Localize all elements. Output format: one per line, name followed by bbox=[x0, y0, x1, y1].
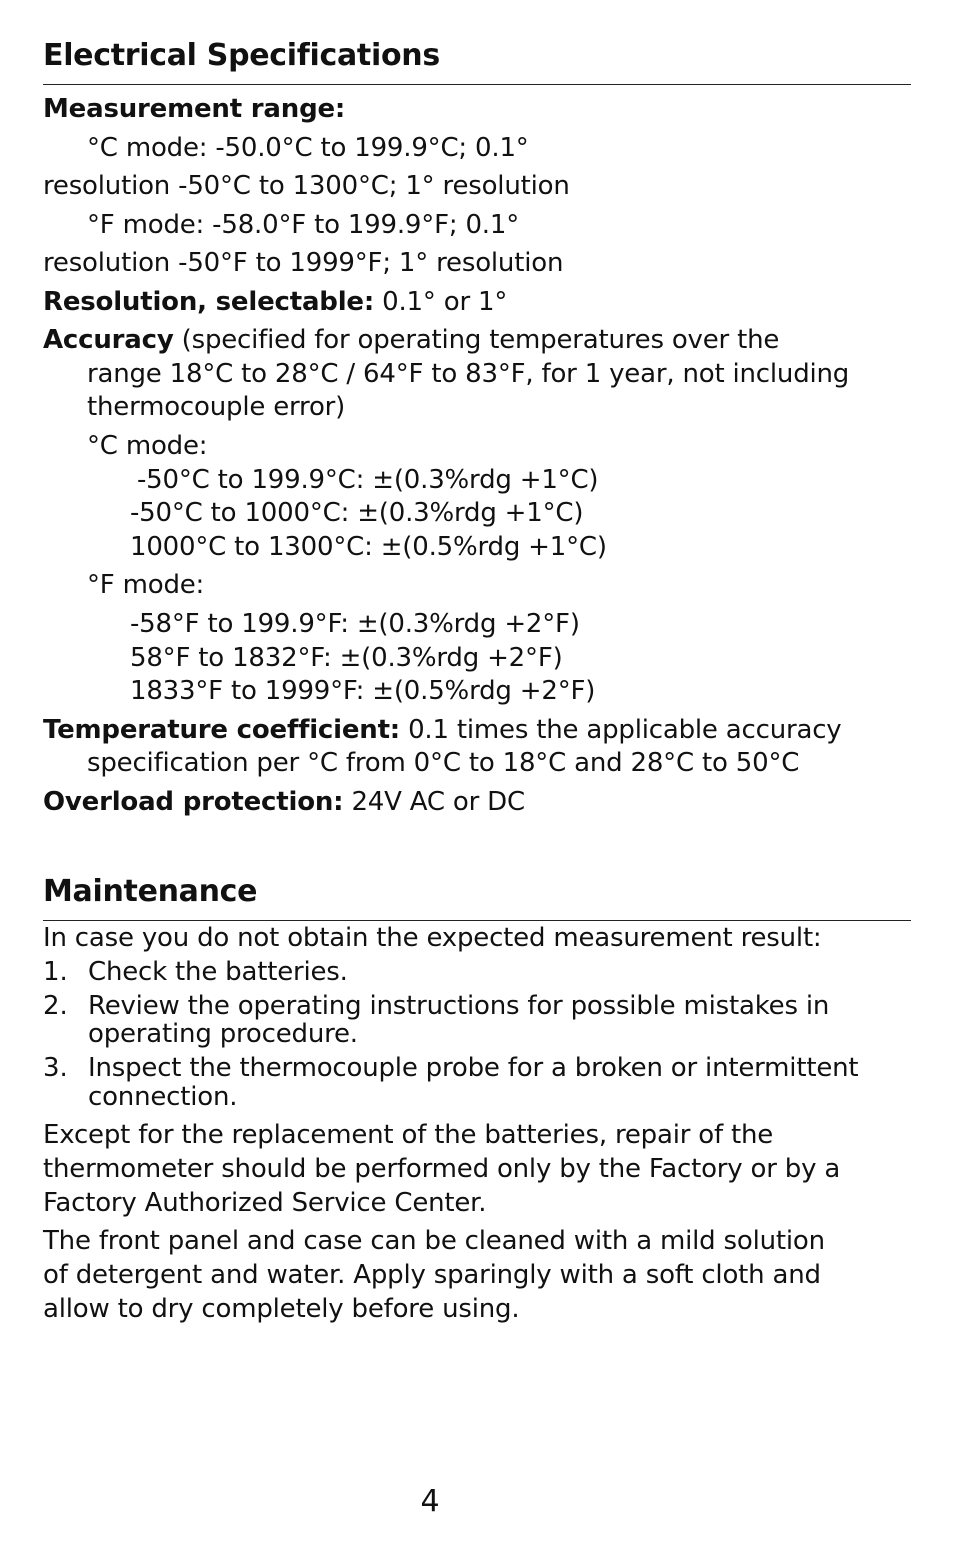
c-accuracy-range: -50°C to 1000°C: ±(0.3%rdg +1°C) bbox=[130, 498, 584, 528]
list-item: Check the batteries. bbox=[88, 957, 348, 987]
page-number: 4 bbox=[420, 1484, 440, 1519]
paragraph-line: allow to dry completely before using. bbox=[43, 1294, 520, 1324]
f-mode-resolution-line: resolution -50°F to 1999°F; 1° resolution bbox=[43, 248, 564, 278]
f-accuracy-range: 58°F to 1832°F: ±(0.3%rdg +2°F) bbox=[130, 643, 563, 673]
temp-coefficient-spec bbox=[43, 715, 842, 745]
list-item-number: 1. bbox=[43, 957, 68, 987]
list-item-continuation: operating procedure. bbox=[88, 1019, 358, 1049]
resolution-label: Resolution, selectable: bbox=[43, 287, 375, 317]
paragraph-line: thermometer should be performed only by the Factory or by a bbox=[43, 1154, 841, 1184]
f-mode-range-line: °F mode: -58.0°F to 199.9°F; 0.1° bbox=[87, 210, 519, 240]
paragraph-line: Factory Authorized Service Center. bbox=[43, 1188, 487, 1218]
section-heading-maintenance: Maintenance bbox=[43, 874, 258, 909]
temp-coefficient-text: 0.1 times the applicable accuracy bbox=[400, 715, 842, 745]
accuracy-label: Accuracy bbox=[43, 325, 174, 355]
measurement-range-label: Measurement range: bbox=[43, 94, 346, 124]
accuracy-text-line: range 18°C to 28°C / 64°F to 83°F, for 1 year, not including bbox=[87, 359, 850, 389]
f-accuracy-range: 1833°F to 1999°F: ±(0.5%rdg +2°F) bbox=[130, 676, 596, 706]
accuracy-text: (specified for operating temperatures over the bbox=[173, 325, 780, 355]
paragraph-line: of detergent and water. Apply sparingly with a soft cloth and bbox=[43, 1260, 821, 1290]
heading-rule bbox=[43, 920, 911, 921]
list-item: Inspect the thermocouple probe for a broken or intermittent bbox=[88, 1053, 859, 1083]
overload-spec bbox=[43, 787, 525, 817]
heading-rule bbox=[43, 84, 911, 85]
accuracy-spec bbox=[43, 325, 779, 355]
c-mode-resolution-line: resolution -50°C to 1300°C; 1° resolution bbox=[43, 171, 570, 201]
accuracy-text-line: thermocouple error) bbox=[87, 392, 346, 422]
list-item-continuation: connection. bbox=[88, 1082, 238, 1112]
c-accuracy-range: -50°C to 199.9°C: ±(0.3%rdg +1°C) bbox=[137, 465, 599, 495]
paragraph-line: Except for the replacement of the batteries, repair of the bbox=[43, 1120, 774, 1150]
overload-label: Overload protection: bbox=[43, 787, 344, 817]
list-item-number: 3. bbox=[43, 1053, 68, 1083]
f-accuracy-range: -58°F to 199.9°F: ±(0.3%rdg +2°F) bbox=[130, 609, 580, 639]
resolution-spec bbox=[43, 287, 507, 317]
c-accuracy-range: 1000°C to 1300°C: ±(0.5%rdg +1°C) bbox=[130, 532, 607, 562]
c-mode-range-line: °C mode: -50.0°C to 199.9°C; 0.1° bbox=[87, 133, 529, 163]
temp-coefficient-label: Temperature coefficient: bbox=[43, 715, 401, 745]
maintenance-intro: In case you do not obtain the expected measurement result: bbox=[43, 923, 822, 953]
c-mode-label: °C mode: bbox=[87, 431, 208, 461]
overload-value: 24V AC or DC bbox=[343, 787, 525, 817]
temp-coefficient-text-line: specification per °C from 0°C to 18°C and 28°C to 50°C bbox=[87, 748, 800, 778]
f-mode-label: °F mode: bbox=[87, 570, 205, 600]
paragraph-line: The front panel and case can be cleaned with a mild solution bbox=[43, 1226, 825, 1256]
section-heading-electrical: Electrical Specifications bbox=[43, 38, 440, 73]
resolution-value: 0.1° or 1° bbox=[374, 287, 508, 317]
list-item: Review the operating instructions for possible mistakes in bbox=[88, 991, 830, 1021]
list-item-number: 2. bbox=[43, 991, 68, 1021]
